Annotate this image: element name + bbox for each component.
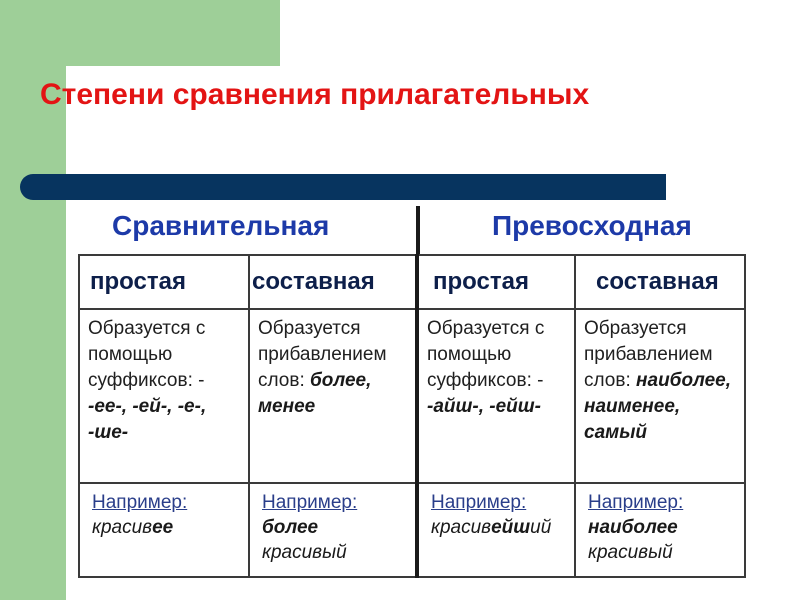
subheader-superlative-simple: простая — [417, 255, 575, 309]
example-bold-word: наиболее — [588, 517, 678, 538]
description-suffixes: -ее-, -ей-, -е-, -ше- — [88, 396, 207, 443]
example-superlative-compound — [575, 483, 745, 577]
description-row — [79, 309, 745, 483]
subheader-superlative-compound: составная — [575, 255, 745, 309]
example-label: Например: — [262, 492, 358, 513]
description-comparative-compound — [249, 309, 417, 483]
description-text: Образуется с помощью суффиксов: - — [88, 318, 206, 391]
description-superlative-simple — [417, 309, 575, 483]
example-comparative-compound — [249, 483, 417, 577]
description-words: наиболее, наименее, самый — [584, 370, 732, 443]
subheader-comparative-simple: простая — [79, 255, 249, 309]
description-suffixes: -айш-, -ейш- — [427, 396, 541, 417]
example-comparative-simple — [79, 483, 249, 577]
example-bold-word: более — [262, 517, 319, 538]
example-label: Например: — [431, 492, 527, 513]
example-superlative-simple — [417, 483, 575, 577]
example-word: красивый — [588, 542, 673, 563]
example-word-ending: ее — [152, 517, 174, 538]
description-text: Образуется с помощью суффиксов: - — [427, 318, 545, 391]
header-divider — [416, 206, 420, 254]
background-green-top — [0, 0, 280, 66]
description-words: более, менее — [258, 370, 372, 417]
subheader-row — [79, 255, 745, 309]
header-comparative: Сравнительная — [112, 210, 330, 241]
example-label: Например: — [92, 492, 188, 513]
description-text: Образуется прибавлением слов: — [584, 318, 713, 391]
example-word-suffix: ейш — [491, 517, 531, 538]
subheader-comparative-compound: составная — [249, 255, 417, 309]
description-comparative-simple — [79, 309, 249, 483]
slide-title: Степени сравнения прилагательных — [40, 78, 590, 111]
description-superlative-compound — [575, 309, 745, 483]
example-row — [79, 483, 745, 577]
description-text: Образуется прибавлением слов: — [258, 318, 387, 391]
header-superlative: Превосходная — [492, 210, 692, 241]
example-word-stem: красив — [431, 517, 492, 538]
title-underline-bar — [20, 174, 666, 200]
example-word-ending: ий — [530, 517, 552, 538]
example-word: красивый — [262, 542, 347, 563]
example-word-stem: красив — [92, 517, 153, 538]
example-label: Например: — [588, 492, 684, 513]
degrees-table — [78, 254, 746, 578]
